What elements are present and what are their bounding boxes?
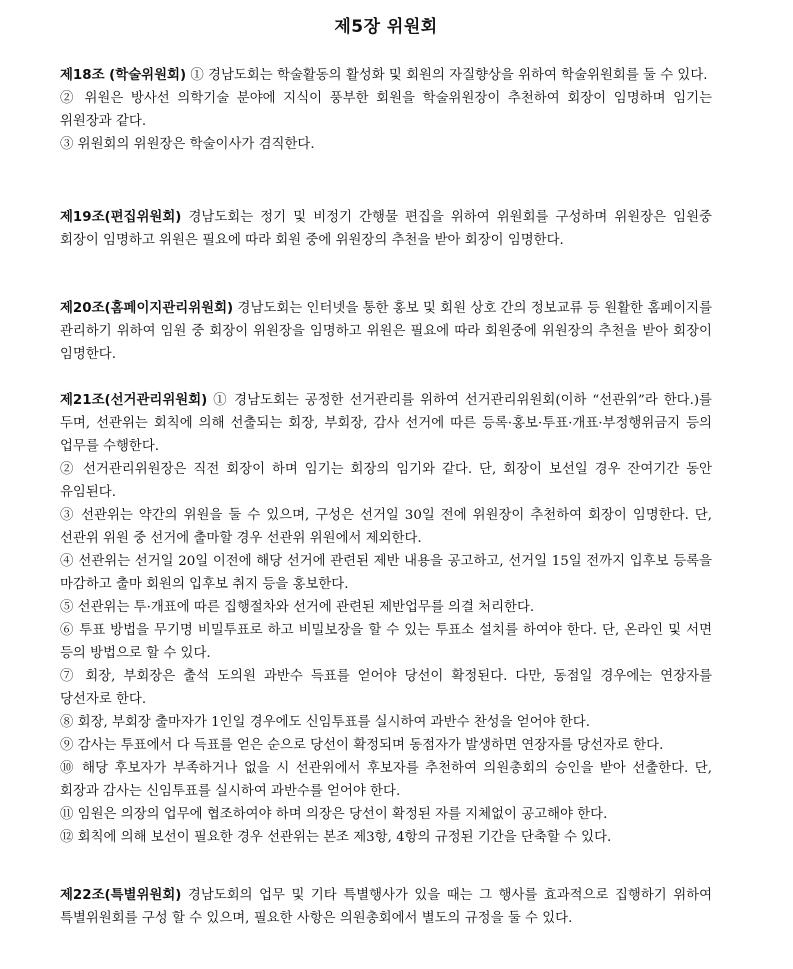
article-18-clause-3: ③ 위원회의 위원장은 학술이사가 겸직한다. [60,137,315,152]
article-19 [60,206,712,252]
article-21-clause-10: ⑩ 해당 후보자가 부족하거나 없을 시 선관위에서 후보자를 추천하여 의원총회의 승인을 받아 선출한다. 단, 회장과 감사는 신임투표를 실시하여 과반수를 얻어야 한다. [60,761,712,799]
article-21-heading: 제21조(선거관리위원회) [60,393,208,408]
article-18-clause-2: ② 위원은 방사선 의학기술 분야에 지식이 풍부한 회원을 학술위원장이 추천하여 회장이 임명하며 임기는 위원장과 같다. [60,91,712,129]
article-22-paragraph-1 [60,884,712,930]
article-21-clause-9: ⑨ 감사는 투표에서 다 득표를 얻은 순으로 당선이 확정되며 동점자가 발생하면 연장자를 당선자로 한다. [60,738,664,753]
chapter-title: 제5장 위원회 [334,17,438,37]
article-18-heading: 제18조 (학술위원회) [60,68,187,83]
article-21-clause-4: ④ 선관위는 선거일 20일 이전에 해당 선거에 관련된 제반 내용을 공고하고, 선거일 15일 전까지 입후보 등록을 마감하고 출마 회원의 입후보 취지 등을 홍보한다. [60,554,712,592]
article-22 [60,884,712,930]
article-20 [60,297,712,366]
article-21-clause-6: ⑥ 투표 방법을 무기명 비밀투표로 하고 비밀보장을 할 수 있는 투표소 설치를 하여야 한다. 단, 온라인 및 서면 등의 방법으로 할 수 있다. [60,623,712,661]
article-21-clause-8: ⑧ 회장, 부회장 출마자가 1인일 경우에도 신임투표를 실시하여 과반수 찬성을 얻어야 한다. [60,715,590,730]
article-18-clause-1: ① 경남도회는 학술활동의 활성화 및 회원의 자질향상을 위하여 학술위원회를 둘 수 있다. [190,68,708,83]
article-21-clause-1: ① 경남도회는 공정한 선거관리를 위하여 선거관리위원회(이하 “선관위”라 한다.)를 두며, 선관위는 회칙에 의해 선출되는 회장, 부회장, 감사 선거에 따른 등록·홍보·투표·개표·부정행위금지 등의 업무를 수행한다. [60,393,712,454]
article-21-clause-11: ⑪ 임원은 의장의 업무에 협조하여야 하며 의장은 당선이 확정된 자를 지체없이 공고해야 한다. [60,807,608,822]
article-19-paragraph-1 [60,206,712,252]
article-21-clause-5: ⑤ 선관위는 투·개표에 따른 집행절차와 선거에 관련된 제반업무를 의결 처리한다. [60,600,535,615]
article-21-clause-2: ② 선거관리위원장은 직전 회장이 하며 임기는 회장의 임기와 같다. 단, 회장이 보선일 경우 잔여기간 동안 유임된다. [60,462,712,500]
article-21-paragraph-1 [60,389,712,458]
article-20-body: 경남도회는 인터넷을 통한 홍보 및 회원 상호 간의 정보교류 등 원활한 홈페이지를 관리하기 위하여 임원 중 회장이 위원장을 임명하고 위원은 필요에 따라 회원중에 위원장의 추천을 받아 회장이 임명한다. [60,301,713,362]
article-21-clause-12: ⑫ 회칙에 의해 보선이 필요한 경우 선관위는 본조 제3항, 4항의 규정된 기간을 단축할 수 있다. [60,830,612,845]
article-20-heading: 제20조(홈페이지관리위원회) [60,301,234,316]
article-21-clause-7: ⑦ 회장, 부회장은 출석 도의원 과반수 득표를 얻어야 당선이 확정된다. 다만, 동점일 경우에는 연장자를 당선자로 한다. [60,669,712,707]
article-20-paragraph-1 [60,297,712,366]
article-22-body: 경남도회의 업무 및 기타 특별행사가 있을 때는 그 행사를 효과적으로 집행하기 위하여 특별위원회를 구성 할 수 있으며, 필요한 사항은 의원총회에서 별도의 규정을 둘 수 있다. [60,888,712,926]
article-19-body: 경남도회는 정기 및 비정기 간행물 편집을 위하여 위원회를 구성하며 위원장은 임원중 회장이 임명하고 위원은 필요에 따라 회원 중에 위원장의 추천을 받아 회장이 임명한다. [60,210,712,248]
article-18 [60,64,712,156]
article-21 [60,389,712,849]
article-19-heading: 제19조(편집위원회) [60,210,182,225]
article-18-paragraph-1 [60,64,712,87]
article-22-heading: 제22조(특별위원회) [60,888,182,903]
article-21-clause-3: ③ 선관위는 약간의 위원을 둘 수 있으며, 구성은 선거일 30일 전에 위원장이 추천하여 회장이 임명한다. 단, 선관위 위원 중 선거에 출마할 경우 선관위 위원에서 제외한다. [60,508,712,546]
